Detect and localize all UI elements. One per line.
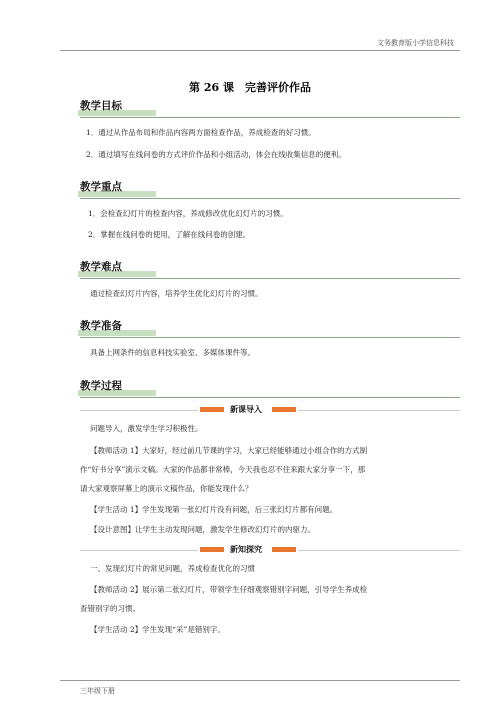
lesson-title: 第 26 课 完善评价作品 (189, 81, 311, 94)
section-rule (80, 337, 460, 338)
banner-new-lesson-intro (80, 405, 460, 415)
banner-bar-left (200, 547, 224, 552)
banner-rule-right (298, 550, 460, 551)
header-rule (60, 50, 460, 51)
design-intent: 【设计意图】让学生主动发现问题，激发学生修改幻灯片的内驱力。 (90, 525, 315, 534)
banner-rule-right (298, 410, 460, 411)
section-heading-difficulties-text: 教学难点 (80, 261, 122, 273)
goal-item-1: 1．通过从作品布局和作品内容两方面检查作品，养成检查的好习惯。 (86, 128, 316, 137)
teacher-activity-1-line-3: 请大家观察屏幕上的演示文稿作品，你能发现什么？ (80, 484, 253, 493)
section-heading-preparation (80, 320, 158, 333)
key-point-item-1: 1．会检查幻灯片的检查内容，养成修改优化幻灯片的习惯。 (88, 209, 288, 218)
difficulties-text: 通过检查幻灯片内容，培养学生优化幻灯片的习惯。 (90, 289, 263, 298)
goal-item-2: 2．通过填写在线问卷的方式评价作品和小组活动，体会在线收集信息的便利。 (86, 150, 346, 159)
page-footer: 三年级下册 (80, 687, 115, 695)
section-heading-difficulties (80, 261, 158, 274)
teacher-activity-2-line-1: 【教师活动 2】展示第二张幻灯片，带领学生仔细观察错别字问题，引导学生养成检 (90, 585, 368, 594)
section-rule (80, 278, 460, 279)
banner-bar-right (272, 407, 296, 412)
student-activity-2: 【学生活动 2】学生发现“采”是错别字。 (90, 625, 225, 634)
section-heading-key-points-text: 教学重点 (80, 181, 122, 193)
section-heading-key-points (80, 181, 158, 194)
intro-text: 问题导入，激发学生学习积极性。 (90, 424, 203, 433)
page-header: 文务教育版小学信息科技 (377, 39, 454, 47)
section-heading-goals-text: 教学目标 (80, 100, 122, 112)
section-rule (80, 397, 460, 398)
banner-label: 新课导入 (230, 405, 262, 414)
teacher-activity-1-line-1: 【教师活动 1】大家好，经过前几节课的学习，大家已经能够通过小组合作的方式制 (90, 446, 368, 455)
section-rule (80, 117, 460, 118)
section-heading-process-text: 教学过程 (80, 380, 122, 392)
banner-bar-left (200, 407, 224, 412)
footer-rule (60, 680, 460, 681)
banner-rule-left (80, 550, 198, 551)
banner-rule-left (80, 410, 198, 411)
subsection-1: 一、发现幻灯片的常见问题，养成检查优化的习惯 (90, 564, 255, 573)
teacher-activity-1-line-2: 作“好书分享”演示文稿。大家的作品都非常棒，今天我也忍不住来跟大家分享一下，那 (80, 465, 366, 474)
key-point-item-2: 2．掌握在线问卷的使用，了解在线问卷的创建。 (88, 230, 251, 239)
student-activity-1: 【学生活动 1】学生发现第一张幻灯片没有问题，后三张幻灯片都有问题。 (90, 505, 338, 514)
teacher-activity-2-line-2: 查错别字的习惯。 (80, 604, 140, 613)
section-rule (80, 198, 460, 199)
banner-bar-right (272, 547, 296, 552)
banner-label: 新知探究 (230, 545, 262, 554)
banner-new-knowledge (80, 545, 460, 555)
section-heading-goals (80, 100, 158, 113)
section-heading-process (80, 380, 158, 393)
preparation-text: 具备上网条件的信息科技实验室、多媒体课件等。 (90, 348, 255, 357)
section-heading-preparation-text: 教学准备 (80, 320, 122, 332)
